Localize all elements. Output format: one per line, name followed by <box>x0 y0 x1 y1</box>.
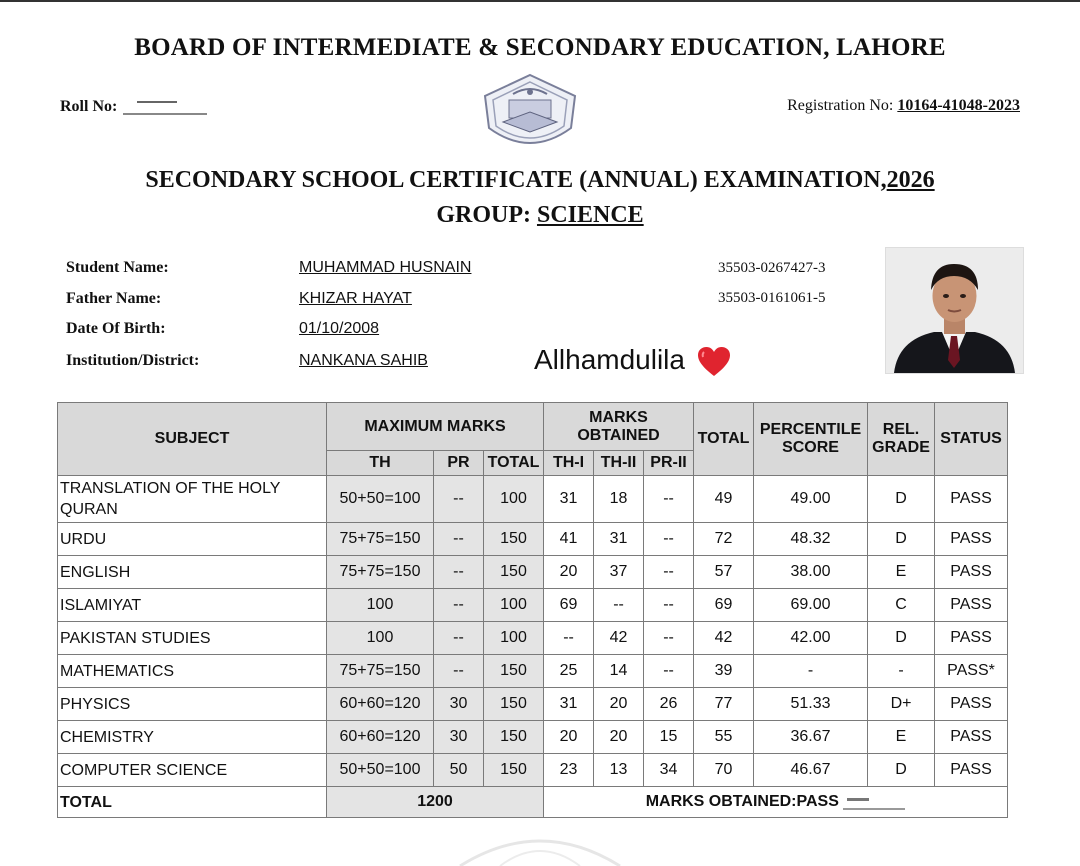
header-pr: PR <box>434 451 484 476</box>
father-name-label: Father Name: <box>66 290 162 307</box>
status-cell: PASS <box>935 721 1008 754</box>
table-row <box>58 523 1008 556</box>
exam-year: 2026 <box>886 167 935 193</box>
dob-value: 01/10/2008 <box>299 320 380 337</box>
th-max-cell: 75+75=150 <box>327 523 434 556</box>
result-table <box>57 402 1008 818</box>
status-cell: PASS <box>935 622 1008 655</box>
th1-cell: 25 <box>544 655 594 688</box>
max-total-cell: 150 <box>484 688 544 721</box>
pr-max-cell: 30 <box>434 688 484 721</box>
father-cnic: 35503-0161061-5 <box>718 290 826 306</box>
status-cell: PASS* <box>935 655 1008 688</box>
th1-cell: 20 <box>544 556 594 589</box>
exam-title-text: SECONDARY SCHOOL CERTIFICATE (ANNUAL) EXAMINATION, <box>145 167 887 193</box>
th2-cell: 13 <box>594 754 644 787</box>
table-row <box>58 754 1008 787</box>
pr2-cell: -- <box>644 655 694 688</box>
th1-cell: 69 <box>544 589 594 622</box>
marks-obtained-text: MARKS OBTAINED:PASS <box>645 793 839 810</box>
percentile-cell: 69.00 <box>754 589 868 622</box>
grade-cell: D <box>868 476 935 523</box>
th2-cell: 37 <box>594 556 644 589</box>
grade-cell: E <box>868 721 935 754</box>
th1-cell: 31 <box>544 476 594 523</box>
student-cnic: 35503-0267427-3 <box>718 260 826 276</box>
subject-cell: CHEMISTRY <box>58 721 327 754</box>
header-percentile: PERCENTILE SCORE <box>754 403 868 476</box>
header-max-total: TOTAL <box>484 451 544 476</box>
watermark-seal <box>340 826 740 866</box>
pr-max-cell: -- <box>434 476 484 523</box>
percentile-cell: 51.33 <box>754 688 868 721</box>
subject-cell: COMPUTER SCIENCE <box>58 754 327 787</box>
header-th: TH <box>327 451 434 476</box>
exam-title <box>0 167 1080 194</box>
institution-label: Institution/District: <box>66 352 200 369</box>
status-cell: PASS <box>935 589 1008 622</box>
th2-cell: 20 <box>594 688 644 721</box>
grade-cell: D <box>868 622 935 655</box>
pr-max-cell: 30 <box>434 721 484 754</box>
th1-cell: 41 <box>544 523 594 556</box>
th2-cell: 31 <box>594 523 644 556</box>
sticker-label: Allhamdulila <box>534 344 685 375</box>
max-total-cell: 150 <box>484 556 544 589</box>
group-label: GROUP: <box>436 202 531 228</box>
th2-cell: 42 <box>594 622 644 655</box>
table-row <box>58 721 1008 754</box>
header-total: TOTAL <box>694 403 754 476</box>
max-total-cell: 100 <box>484 476 544 523</box>
subject-cell: ISLAMIYAT <box>58 589 327 622</box>
total-cell: 57 <box>694 556 754 589</box>
th2-cell: -- <box>594 589 644 622</box>
th-max-cell: 100 <box>327 622 434 655</box>
pr2-cell: -- <box>644 589 694 622</box>
header-marks-obtained: MARKS OBTAINED <box>544 403 694 451</box>
pr-max-cell: -- <box>434 556 484 589</box>
status-cell: PASS <box>935 754 1008 787</box>
th2-cell: 20 <box>594 721 644 754</box>
dob-label: Date Of Birth: <box>66 320 166 337</box>
roll-label: Roll No: <box>60 98 118 115</box>
marks-redacted <box>843 794 905 810</box>
student-photo <box>885 247 1024 374</box>
percentile-cell: 48.32 <box>754 523 868 556</box>
pr2-cell: 34 <box>644 754 694 787</box>
th-max-cell: 100 <box>327 589 434 622</box>
table-row <box>58 655 1008 688</box>
total-cell: 55 <box>694 721 754 754</box>
percentile-cell: 42.00 <box>754 622 868 655</box>
total-cell: 49 <box>694 476 754 523</box>
th-max-cell: 60+60=120 <box>327 721 434 754</box>
max-total-cell: 100 <box>484 622 544 655</box>
roll-number <box>60 98 207 116</box>
th1-cell: 20 <box>544 721 594 754</box>
heart-icon <box>697 347 731 377</box>
registration-value: 10164-41048-2023 <box>897 97 1020 114</box>
student-name-label: Student Name: <box>66 259 169 276</box>
percentile-cell: 38.00 <box>754 556 868 589</box>
pr2-cell: -- <box>644 476 694 523</box>
table-row <box>58 556 1008 589</box>
th1-cell: 31 <box>544 688 594 721</box>
total-cell: 72 <box>694 523 754 556</box>
subject-cell: URDU <box>58 523 327 556</box>
grade-cell: C <box>868 589 935 622</box>
roll-number-redacted <box>123 99 207 115</box>
total-cell: 69 <box>694 589 754 622</box>
total-row <box>58 787 1008 818</box>
pr-max-cell: 50 <box>434 754 484 787</box>
pr-max-cell: -- <box>434 523 484 556</box>
grade-cell: D <box>868 754 935 787</box>
th1-cell: -- <box>544 622 594 655</box>
group-line <box>0 202 1080 229</box>
th2-cell: 18 <box>594 476 644 523</box>
total-cell: 77 <box>694 688 754 721</box>
percentile-cell: - <box>754 655 868 688</box>
pr2-cell: -- <box>644 622 694 655</box>
grand-max-total: 1200 <box>327 787 544 818</box>
table-row <box>58 622 1008 655</box>
pr-max-cell: -- <box>434 655 484 688</box>
subject-cell: ENGLISH <box>58 556 327 589</box>
total-cell: 39 <box>694 655 754 688</box>
max-total-cell: 100 <box>484 589 544 622</box>
max-total-cell: 150 <box>484 754 544 787</box>
max-total-cell: 150 <box>484 655 544 688</box>
status-cell: PASS <box>935 523 1008 556</box>
header-th1: TH-I <box>544 451 594 476</box>
subject-cell: MATHEMATICS <box>58 655 327 688</box>
th-max-cell: 60+60=120 <box>327 688 434 721</box>
header-th2: TH-II <box>594 451 644 476</box>
top-border <box>0 0 1080 2</box>
status-cell: PASS <box>935 476 1008 523</box>
th2-cell: 14 <box>594 655 644 688</box>
max-total-cell: 150 <box>484 523 544 556</box>
pr2-cell: -- <box>644 556 694 589</box>
table-row <box>58 688 1008 721</box>
total-label: TOTAL <box>58 787 327 818</box>
max-total-cell: 150 <box>484 721 544 754</box>
th-max-cell: 75+75=150 <box>327 655 434 688</box>
grade-cell: - <box>868 655 935 688</box>
table-row <box>58 589 1008 622</box>
subject-cell: PHYSICS <box>58 688 327 721</box>
subject-cell: TRANSLATION OF THE HOLY QURAN <box>58 476 327 523</box>
th-max-cell: 50+50=100 <box>327 476 434 523</box>
status-cell: PASS <box>935 688 1008 721</box>
percentile-cell: 46.67 <box>754 754 868 787</box>
board-seal-logo <box>479 72 581 158</box>
pr2-cell: -- <box>644 523 694 556</box>
th-max-cell: 50+50=100 <box>327 754 434 787</box>
pr-max-cell: -- <box>434 589 484 622</box>
th1-cell: 23 <box>544 754 594 787</box>
father-name: KHIZAR HAYAT <box>299 290 412 307</box>
grade-cell: E <box>868 556 935 589</box>
marks-obtained-summary <box>544 787 1008 818</box>
table-row <box>58 476 1008 523</box>
header-pr2: PR-II <box>644 451 694 476</box>
board-title: BOARD OF INTERMEDIATE & SECONDARY EDUCATION, LAHORE <box>134 34 946 61</box>
subject-cell: PAKISTAN STUDIES <box>58 622 327 655</box>
total-cell: 70 <box>694 754 754 787</box>
status-cell: PASS <box>935 556 1008 589</box>
registration-number <box>787 97 1020 115</box>
percentile-cell: 36.67 <box>754 721 868 754</box>
pr2-cell: 15 <box>644 721 694 754</box>
header-maximum-marks: MAXIMUM MARKS <box>327 403 544 451</box>
sticker-text <box>534 344 731 377</box>
header-grade: REL. GRADE <box>868 403 935 476</box>
group-value: SCIENCE <box>536 202 644 228</box>
total-cell: 42 <box>694 622 754 655</box>
header-subject: SUBJECT <box>58 403 327 476</box>
institution-value: NANKANA SAHIB <box>299 352 428 369</box>
registration-label: Registration No: <box>787 97 894 114</box>
pr-max-cell: -- <box>434 622 484 655</box>
th-max-cell: 75+75=150 <box>327 556 434 589</box>
grade-cell: D <box>868 523 935 556</box>
percentile-cell: 49.00 <box>754 476 868 523</box>
pr2-cell: 26 <box>644 688 694 721</box>
grade-cell: D+ <box>868 688 935 721</box>
header-status: STATUS <box>935 403 1008 476</box>
student-name: MUHAMMAD HUSNAIN <box>299 259 472 276</box>
